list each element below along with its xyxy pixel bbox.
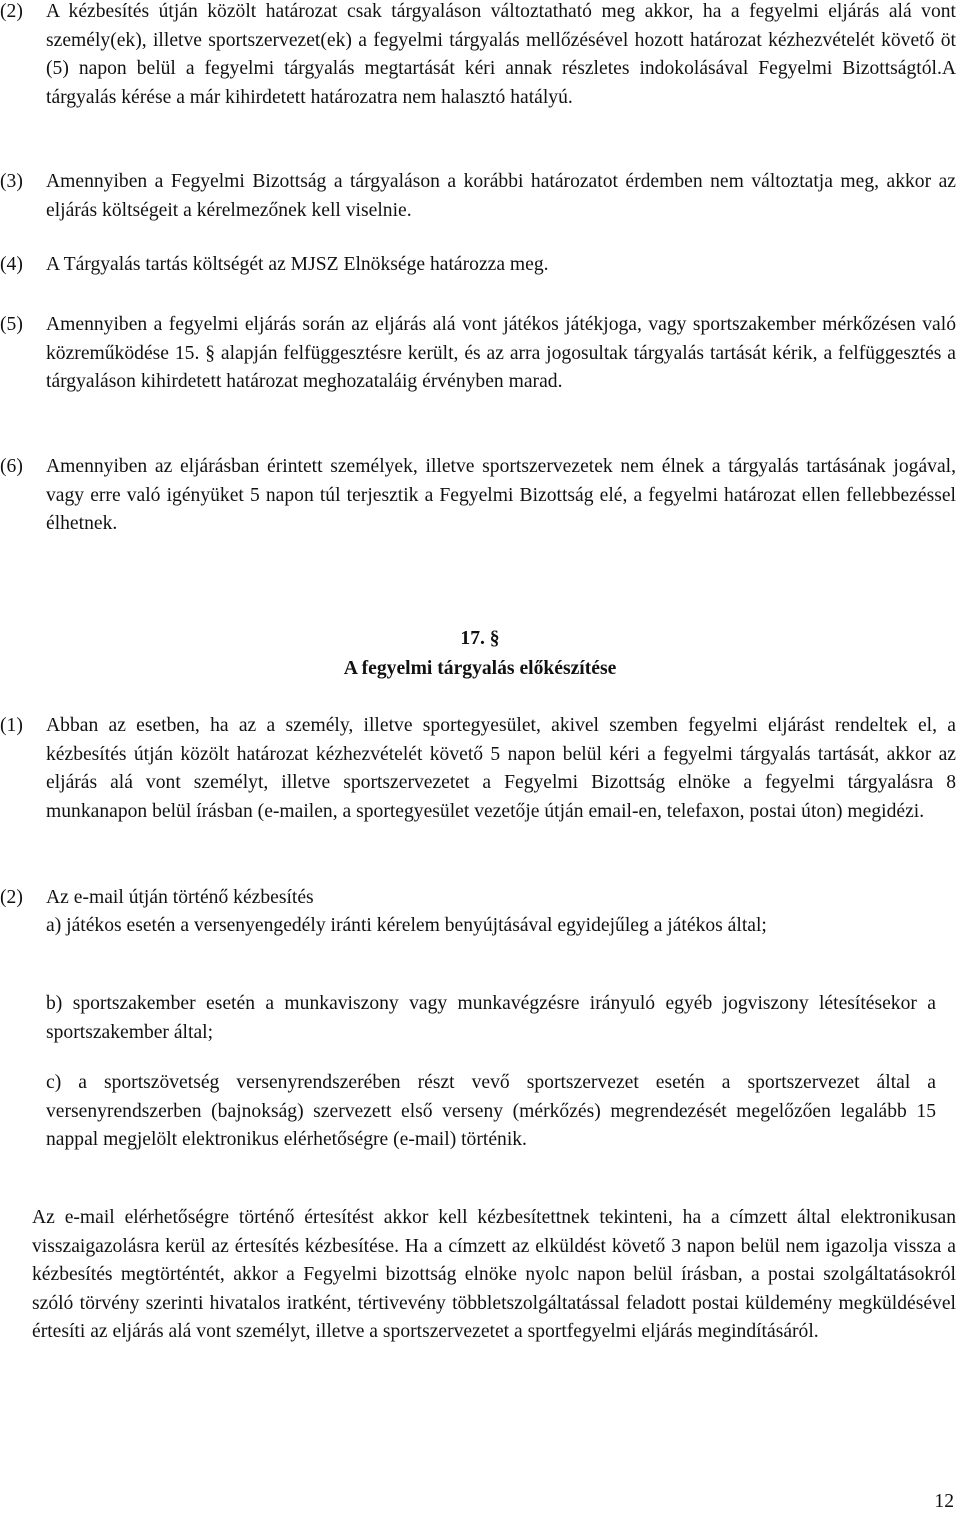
paragraph-text: A kézbesítés útján közölt határozat csak tárgyaláson változtatható meg akkor, ha a fegyelmi eljárás alá vont személy(ek), illetve sportszervezet(ek) a fegyelmi tárgyalás mellőzésével hozott határozat kézhezvételét követő öt (5) napon belül a fegyelmi tárgyalás megtartását kéri annak részletes indokolásával Fegyelmi Bizottságtól.A tárgyalás kérése a már kihirdetett határozatra nem halasztó hatályú.: [46, 1, 956, 108]
paragraph-number: (5): [0, 314, 23, 335]
paragraph-number: (4): [0, 254, 23, 275]
section-title: A fegyelmi tárgyalás előkészítése: [343, 658, 617, 679]
paragraph-text: Az e-mail útján történő kézbesítés: [46, 887, 314, 908]
paragraph-text: Amennyiben a fegyelmi eljárás során az eljárás alá vont játékos játékjoga, vagy sportszakember mérkőzésen való közreműködése 15. § alapján felfüggesztésre került, és az arra jogosultak tárgyalás tartását kérik, a felfüggesztés a tárgyaláson kihirdetett határozat meghozataláig érvényben marad.: [46, 314, 956, 393]
closing-paragraph: Az e-mail elérhetőségre történő értesítést akkor kell kézbesítettnek tekinteni, ha a címzett által elektronikusan visszaigazolásra kerül az értesítés kézbesítése. Ha a címzett az elküldést követő 3 napon belül nem igazolja vissza a kézbesítés megtörténtét, akkor a Fegyelmi bizottság elnöke nyolc napon belül írásban, a postai szolgáltatásokról szóló törvény szerinti hivatalos iratként, tértivevény többletszolgáltatással feladott postai küldemény megküldésével értesíti az eljárás alá vont személyt, illetve a sportszervezetet a sportfegyelmi eljárás megindításáról.: [32, 1207, 956, 1343]
paragraph-number: (1): [0, 715, 23, 736]
sub-item-c: c) a sportszövetség versenyrendszerében részt vevő sportszervezet esetén a sportszervezet által a versenyrendszerben (bajnokság) szervezett első verseny (mérkőzés) megrendezését megelőzően legalább 15 nappal megjelölt elektronikus elérhetőségre (e-mail) történik.: [46, 1072, 936, 1151]
paragraph-number: (2): [0, 887, 23, 908]
paragraph-number: (2): [0, 1, 23, 22]
paragraph-text: Amennyiben az eljárásban érintett személyek, illetve sportszervezetek nem élnek a tárgyalás tartásának jogával, vagy erre való igényüket 5 napon túl terjesztik a Fegyelmi Bizottság elé, a fegyelmi határozat ellen fellebbezéssel élhetnek.: [46, 456, 956, 535]
page-number: 12: [934, 1491, 954, 1512]
sub-item-b: b) sportszakember esetén a munkaviszony vagy munkavégzésre irányuló egyéb jogviszony létesítésekor a sportszakember által;: [46, 993, 936, 1043]
paragraph-text: Abban az esetben, ha az a személy, illetve sportegyesület, akivel szemben fegyelmi eljárást rendeltek el, a kézbesítés útján közölt határozat kézhezvételét követő 5 napon belül kéri a fegyelmi tárgyalás tartását, akkor az eljárás alá vont személyt, illetve sportszervezetet a Fegyelmi Bizottság elnöke a fegyelmi tárgyalásra 8 munkanapon belül írásban (e-mailen, a sportegyesület vezetője útján email-en, telefaxon, postai úton) megidézi.: [46, 715, 956, 822]
paragraph-number: (3): [0, 171, 23, 192]
paragraph-text: Amennyiben a Fegyelmi Bizottság a tárgyaláson a korábbi határozatot érdemben nem változtatja meg, akkor az eljárás költségeit a kérelmezőnek kell viselnie.: [46, 171, 956, 221]
paragraph-number: (6): [0, 456, 23, 477]
sub-item-a: a) játékos esetén a versenyengedély iránti kérelem benyújtásával egyidejűleg a játékos által;: [46, 915, 767, 936]
section-number: 17. §: [460, 628, 500, 649]
paragraph-text: A Tárgyalás tartás költségét az MJSZ Elnöksége határozza meg.: [46, 254, 549, 275]
